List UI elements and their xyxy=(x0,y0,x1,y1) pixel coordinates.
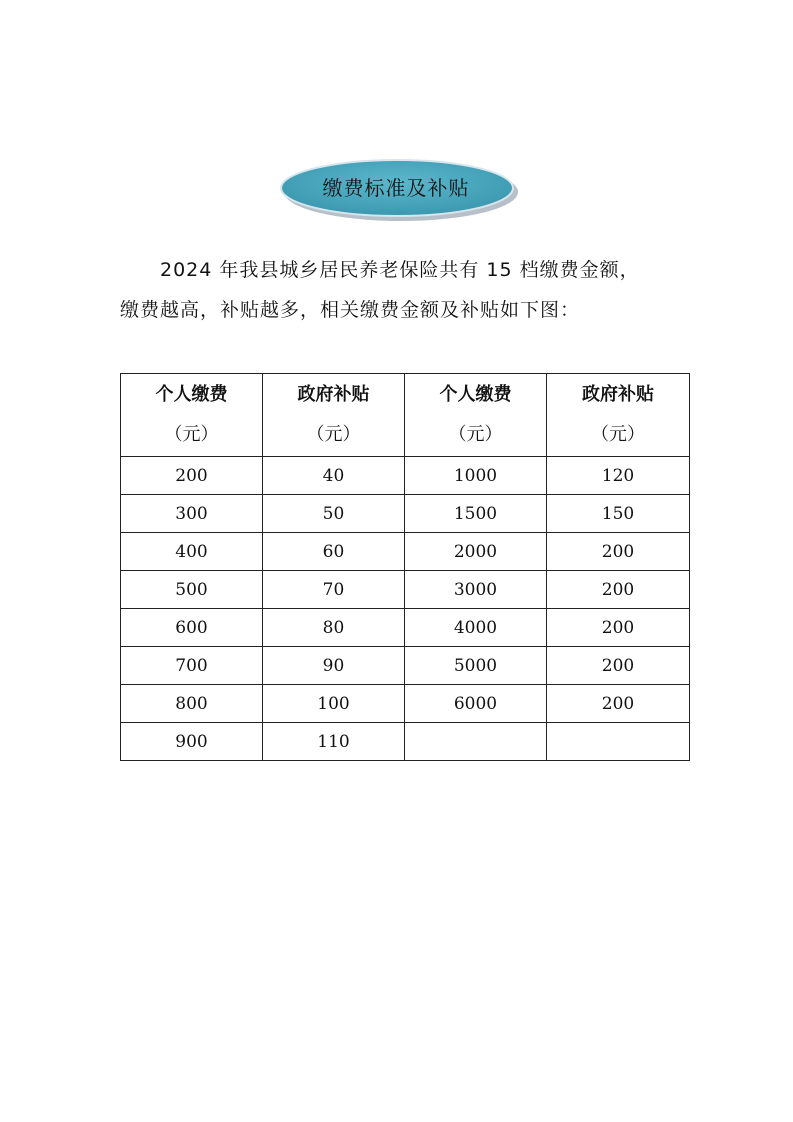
intro-line-1: 2024 年我县城乡居民养老保险共有 15 档缴费金额， xyxy=(160,259,640,281)
header-label: 政府补贴 xyxy=(297,384,370,405)
table-cell: 200 xyxy=(547,647,690,685)
table-row xyxy=(121,647,690,685)
table-cell: 150 xyxy=(547,495,690,533)
table-cell: 70 xyxy=(263,571,405,609)
table-cell: 110 xyxy=(263,723,405,761)
table-cell: 2000 xyxy=(405,533,547,571)
table-cell: 900 xyxy=(121,723,263,761)
table-cell: 6000 xyxy=(405,685,547,723)
title-badge xyxy=(278,157,520,223)
table-cell: 50 xyxy=(263,495,405,533)
intro-line-2: 缴费越高，补贴越多，相关缴费金额及补贴如下图： xyxy=(120,299,581,321)
table-row xyxy=(121,723,690,761)
contribution-subsidy-table xyxy=(120,373,690,761)
table-row xyxy=(121,495,690,533)
table-cell xyxy=(405,723,547,761)
table-header-row xyxy=(121,374,690,457)
table-cell: 120 xyxy=(547,457,690,495)
table-cell: 200 xyxy=(547,685,690,723)
table-cell: 200 xyxy=(547,571,690,609)
table-cell: 400 xyxy=(121,533,263,571)
table-cell: 90 xyxy=(263,647,405,685)
header-unit: （元） xyxy=(448,424,503,445)
table-cell: 40 xyxy=(263,457,405,495)
table-row xyxy=(121,571,690,609)
table-cell: 1000 xyxy=(405,457,547,495)
header-government-subsidy xyxy=(263,374,405,457)
table-cell: 3000 xyxy=(405,571,547,609)
table-cell: 200 xyxy=(121,457,263,495)
table-cell: 500 xyxy=(121,571,263,609)
header-label: 个人缴费 xyxy=(155,384,228,405)
table-cell: 300 xyxy=(121,495,263,533)
table-cell: 700 xyxy=(121,647,263,685)
table-cell: 5000 xyxy=(405,647,547,685)
table-row xyxy=(121,609,690,647)
table-cell: 100 xyxy=(263,685,405,723)
header-unit: （元） xyxy=(591,424,645,445)
table-cell: 200 xyxy=(547,609,690,647)
table-row xyxy=(121,457,690,495)
table-cell: 1500 xyxy=(405,495,547,533)
header-label: 个人缴费 xyxy=(439,384,512,405)
header-personal-contribution xyxy=(121,374,263,457)
table-cell: 60 xyxy=(263,533,405,571)
header-label: 政府补贴 xyxy=(582,384,654,405)
header-government-subsidy xyxy=(547,374,690,457)
table-cell: 600 xyxy=(121,609,263,647)
table-cell: 800 xyxy=(121,685,263,723)
page-title: 缴费标准及补贴 xyxy=(322,176,470,200)
table-row xyxy=(121,685,690,723)
header-unit: （元） xyxy=(164,424,219,445)
table-row xyxy=(121,533,690,571)
table-cell: 4000 xyxy=(405,609,547,647)
table-cell xyxy=(547,723,690,761)
header-unit: （元） xyxy=(306,424,361,445)
table-cell: 200 xyxy=(547,533,690,571)
intro-paragraph xyxy=(120,250,680,330)
table-cell: 80 xyxy=(263,609,405,647)
header-personal-contribution xyxy=(405,374,547,457)
